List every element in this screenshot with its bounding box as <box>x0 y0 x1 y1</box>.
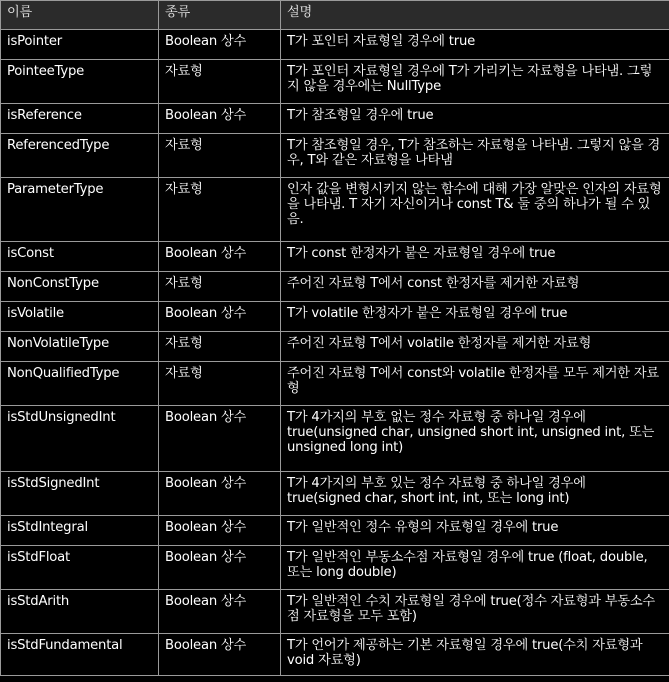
table-row <box>1 546 669 590</box>
header-name: 이름 <box>1 1 159 30</box>
cell-name: isStdArith <box>1 590 159 634</box>
table-row <box>1 242 669 272</box>
cell-kind: 자료형 <box>159 272 281 302</box>
cell-kind: Boolean 상수 <box>159 242 281 272</box>
cell-description: 주어진 자료형 T에서 const와 volatile 한정자를 모두 제거한 자료형 <box>281 362 669 406</box>
table-row <box>1 134 669 178</box>
cell-kind: Boolean 상수 <box>159 104 281 134</box>
cell-description: T가 포인터 자료형일 경우에 true <box>281 30 669 60</box>
cell-description: T가 일반적인 부동소수점 자료형일 경우에 true (float, double, 또는 long double) <box>281 546 669 590</box>
cell-kind: 자료형 <box>159 60 281 104</box>
cell-name: isReference <box>1 104 159 134</box>
table-row <box>1 634 669 676</box>
cell-description: T가 포인터 자료형일 경우에 T가 가리키는 자료형을 나타냄. 그렇지 않을 경우에는 NullType <box>281 60 669 104</box>
header-description: 설명 <box>281 1 669 30</box>
cell-kind: 자료형 <box>159 178 281 242</box>
cell-kind: Boolean 상수 <box>159 516 281 546</box>
cell-description: T가 4가지의 부호 있는 정수 자료형 중 하나일 경우에 true(signed char, short int, int, 또는 long int) <box>281 472 669 516</box>
table-row <box>1 104 669 134</box>
cell-kind: Boolean 상수 <box>159 634 281 676</box>
cell-description: T가 const 한정자가 붙은 자료형일 경우에 true <box>281 242 669 272</box>
cell-description: 인자 값을 변형시키지 않는 함수에 대해 가장 알맞은 인자의 자료형을 나타냄. T 자기 자신이거나 const T& 둘 중의 하나가 될 수 있음. <box>281 178 669 242</box>
header-kind: 종류 <box>159 1 281 30</box>
cell-description: T가 언어가 제공하는 기본 자료형일 경우에 true(수치 자료형과 void 자료형) <box>281 634 669 676</box>
cell-description: T가 일반적인 수치 자료형일 경우에 true(정수 자료형과 부동소수점 자료형을 모두 포함) <box>281 590 669 634</box>
header-row <box>1 1 669 30</box>
cell-name: NonQualifiedType <box>1 362 159 406</box>
cell-name: isStdFloat <box>1 546 159 590</box>
table-row <box>1 178 669 242</box>
cell-name: ReferencedType <box>1 134 159 178</box>
cell-kind: 자료형 <box>159 332 281 362</box>
cell-name: isStdSignedInt <box>1 472 159 516</box>
table-row <box>1 60 669 104</box>
cell-description: 주어진 자료형 T에서 volatile 한정자를 제거한 자료형 <box>281 332 669 362</box>
cell-description: T가 volatile 한정자가 붙은 자료형일 경우에 true <box>281 302 669 332</box>
cell-kind: Boolean 상수 <box>159 546 281 590</box>
cell-kind: Boolean 상수 <box>159 590 281 634</box>
cell-name: NonVolatileType <box>1 332 159 362</box>
cell-description: T가 4가지의 부호 없는 정수 자료형 중 하나일 경우에 true(unsigned char, unsigned short int, unsigned int, 또는 unsigned long int) <box>281 406 669 472</box>
cell-kind: 자료형 <box>159 134 281 178</box>
table-row <box>1 406 669 472</box>
table-row <box>1 272 669 302</box>
table-row <box>1 302 669 332</box>
cell-name: isConst <box>1 242 159 272</box>
cell-description: T가 일반적인 정수 유형의 자료형일 경우에 true <box>281 516 669 546</box>
cell-description: T가 참조형일 경우, T가 참조하는 자료형을 나타냄. 그렇지 않을 경우, T와 같은 자료형을 나타냄 <box>281 134 669 178</box>
cell-name: isStdUnsignedInt <box>1 406 159 472</box>
cell-kind: Boolean 상수 <box>159 472 281 516</box>
table-row <box>1 30 669 60</box>
cell-kind: Boolean 상수 <box>159 302 281 332</box>
table-row <box>1 332 669 362</box>
table-row <box>1 362 669 406</box>
cell-name: isVolatile <box>1 302 159 332</box>
cell-description: 주어진 자료형 T에서 const 한정자를 제거한 자료형 <box>281 272 669 302</box>
table-row <box>1 590 669 634</box>
cell-name: PointeeType <box>1 60 159 104</box>
cell-name: ParameterType <box>1 178 159 242</box>
table-row <box>1 516 669 546</box>
cell-name: isPointer <box>1 30 159 60</box>
cell-name: isStdFundamental <box>1 634 159 676</box>
cell-kind: Boolean 상수 <box>159 30 281 60</box>
cell-name: NonConstType <box>1 272 159 302</box>
table-row <box>1 472 669 516</box>
cell-name: isStdIntegral <box>1 516 159 546</box>
cell-description: T가 참조형일 경우에 true <box>281 104 669 134</box>
cell-kind: Boolean 상수 <box>159 406 281 472</box>
cell-kind: 자료형 <box>159 362 281 406</box>
